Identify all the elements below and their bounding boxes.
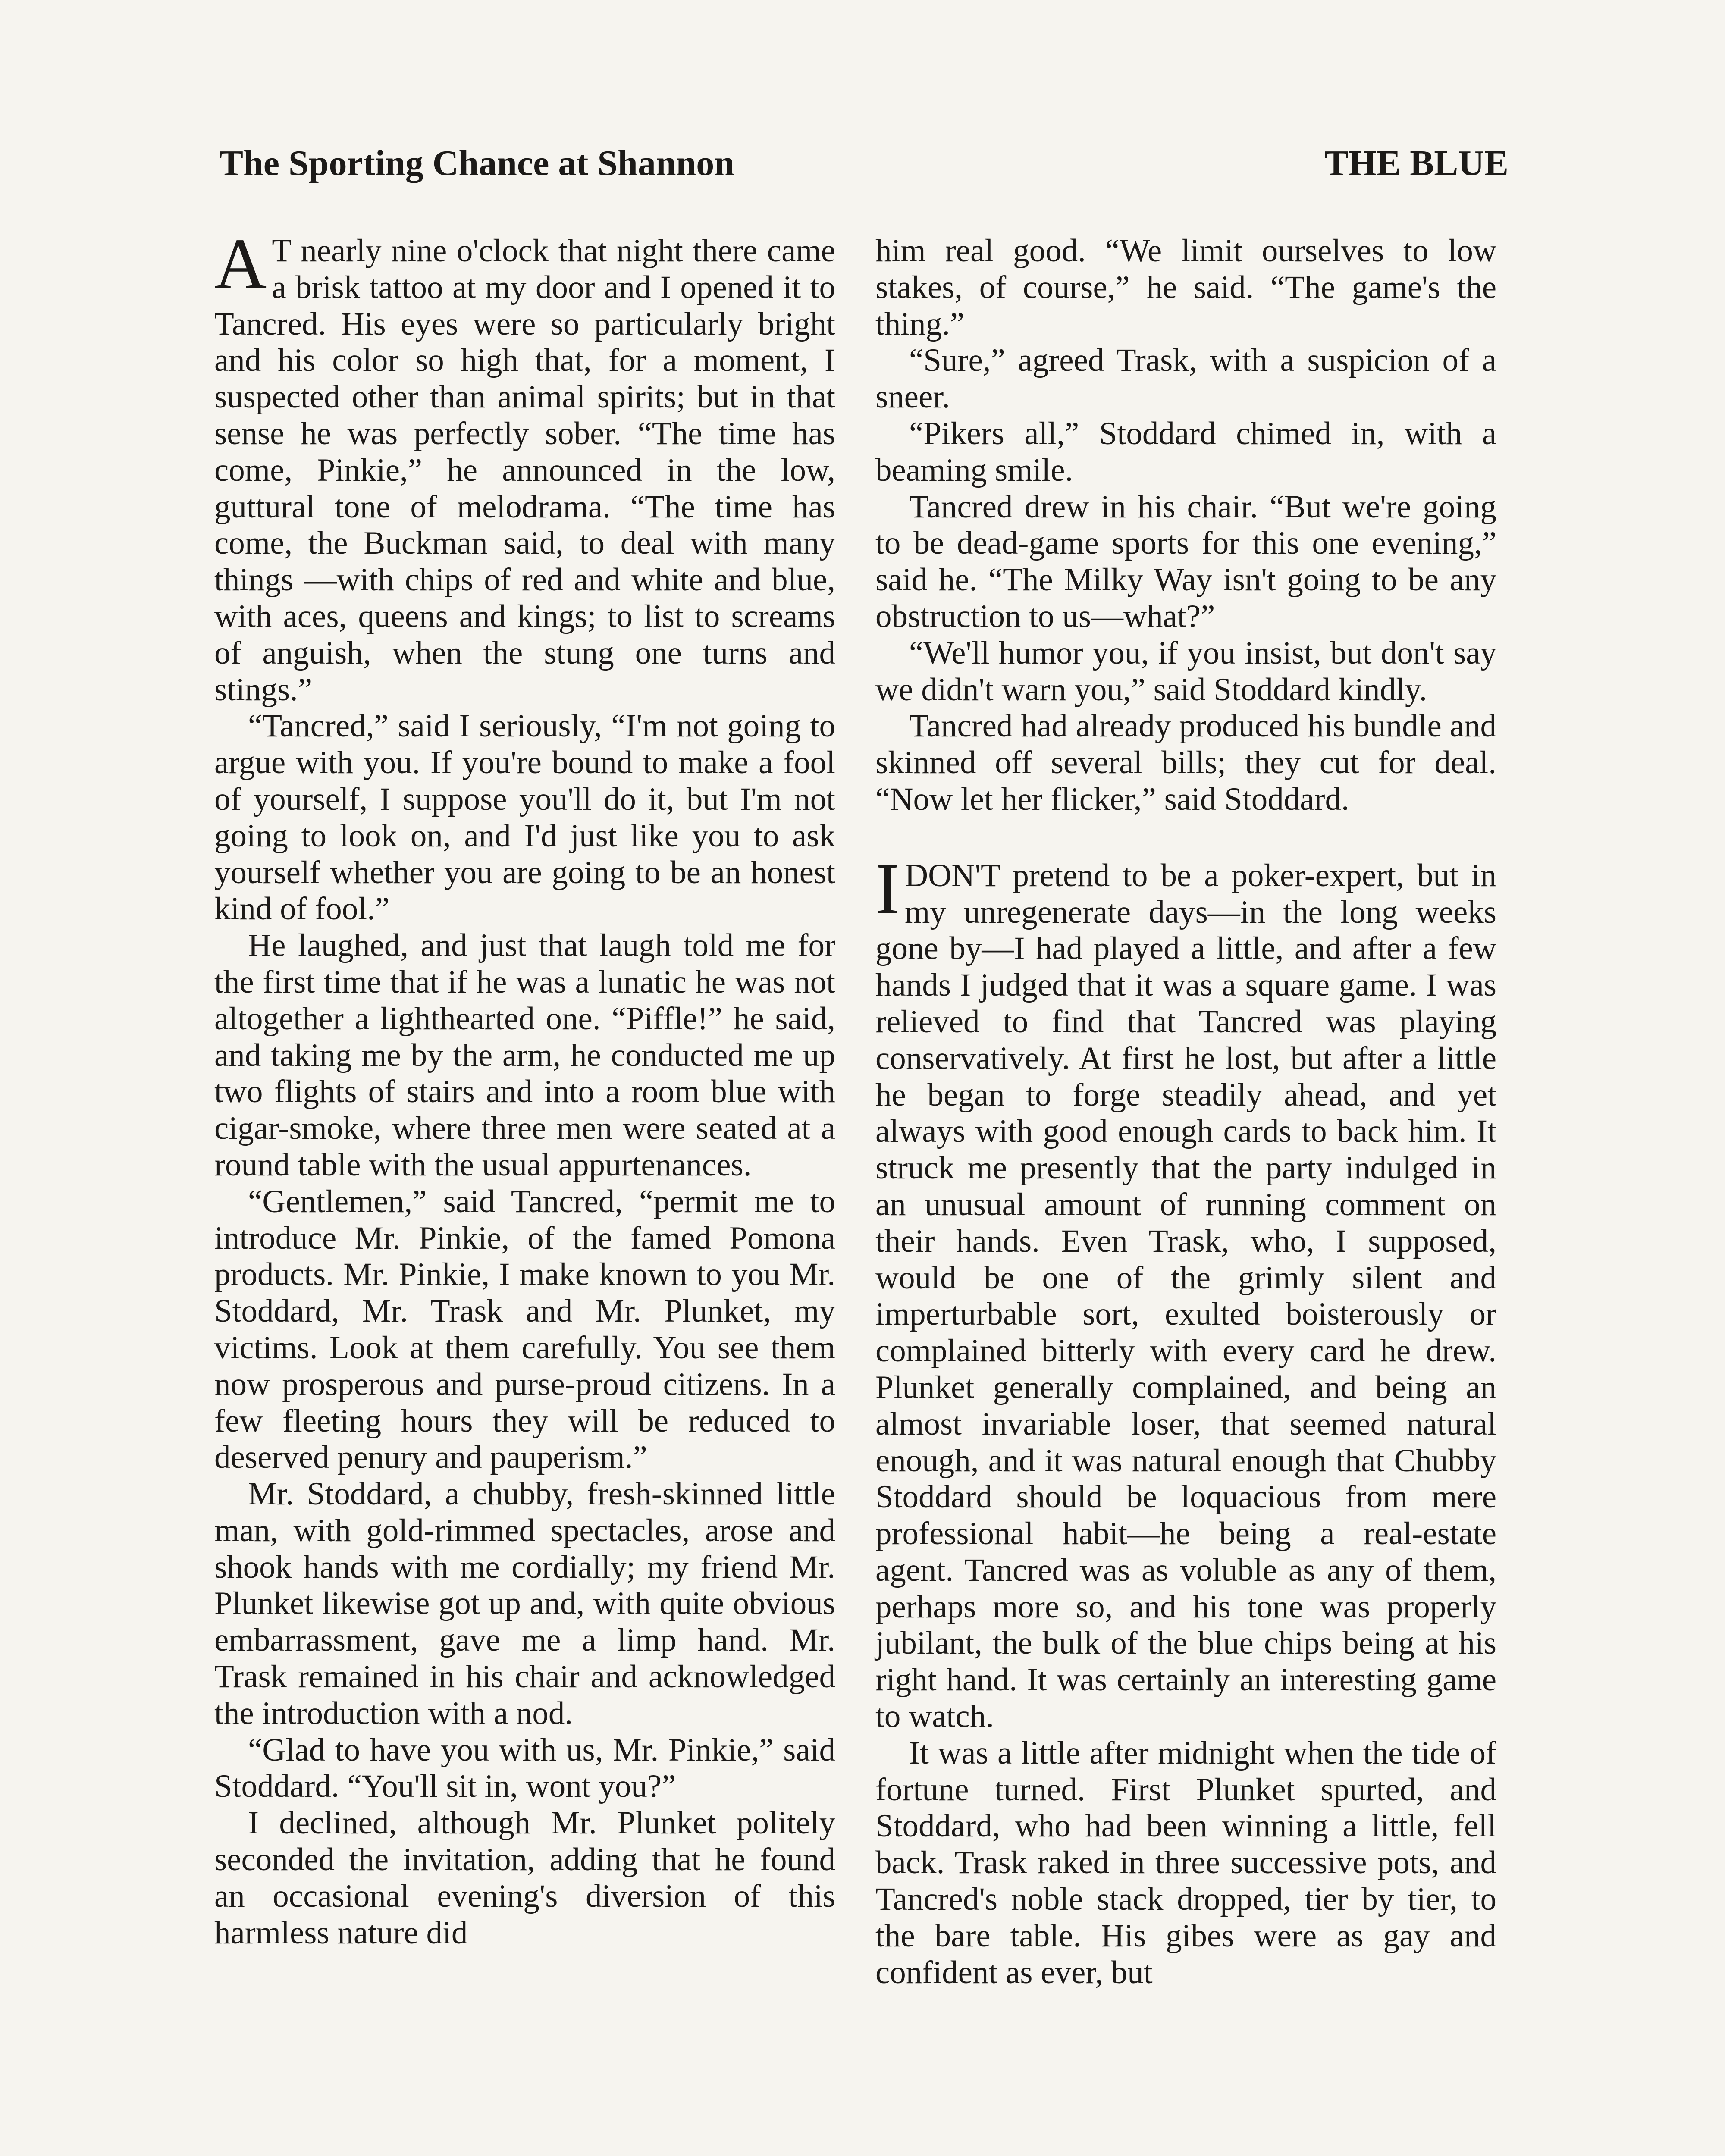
section-break xyxy=(875,818,1496,858)
paragraph xyxy=(875,848,1496,1735)
drop-cap: A xyxy=(214,224,267,304)
paragraph: Tancred had already produced his bundle and skinned off several bills; they cut for deal. “Now let her flicker,” said Stoddard. xyxy=(875,708,1496,817)
right-column xyxy=(875,233,1496,1991)
paragraph: “Gentlemen,” said Tancred, “permit me to introduce Mr. Pinkie, of the famed Pomona products. Mr. Pinkie, I make known to you Mr. Stoddard, Mr. Trask and Mr. Plunket, my victims. Look at them carefully. You see them now prosperous and purse-proud citizens. In a few fleeting hours they will be reduced to deserved penury and pauperism.” xyxy=(214,1183,835,1476)
paragraph-text: DON'T pretend to be a poker-expert, but in my unregenerate days—in the long weeks gone by—I had played a little, and after a few hands I judged that it was a square game. I was relieved to find that Tancred was playing conservatively. At first he lost, but after a little he began to forge steadily ahead, and yet always with good enough cards to back him. It struck me presently that the party indulged in an unusual amount of running comment on their hands. Even Trask, who, I supposed, would be one of the grimly silent and imperturbable sort, exulted boisterously or complained bitterly with every card he drew. Plunket generally complained, and being an almost invariable loser, that seemed natural enough, and it was natural enough that Chubby Stoddard should be loquacious from mere professional habit—he being a real-estate agent. Tancred was as voluble as any of them, perhaps more so, and his tone was properly jubilant, the bulk of the blue chips being at his right hand. It was certainly an interesting game to watch. xyxy=(875,857,1496,1735)
paragraph: Tancred drew in his chair. “But we're going to be dead-game sports for this one evening,” said he. “The Milky Way isn't going to be any obstruction to us—what?” xyxy=(875,489,1496,634)
paragraph xyxy=(214,224,835,708)
magazine-title: THE BLUE xyxy=(1324,143,1509,183)
paragraph: “Glad to have you with us, Mr. Pinkie,” said Stoddard. “You'll sit in, wont you?” xyxy=(214,1732,835,1805)
paragraph: Mr. Stoddard, a chubby, fresh-skinned little man, with gold-rimmed spectacles, arose and shook hands with me cordially; my friend Mr. Plunket likewise got up and, with quite obvious embarrassment, gave me a limp hand. Mr. Trask remained in his chair and acknowledged the introduction with a nod. xyxy=(214,1476,835,1731)
left-column xyxy=(214,224,835,1951)
paragraph: It was a little after midnight when the tide of fortune turned. First Plunket spurted, and Stoddard, who had been winning a little, fell back. Trask raked in three successive pots, and Tancred's noble stack dropped, tier by tier, to the bare table. His gibes were as gay and confident as ever, but xyxy=(875,1735,1496,1990)
drop-cap: I xyxy=(875,848,900,929)
paragraph: “Pikers all,” Stoddard chimed in, with a beaming smile. xyxy=(875,415,1496,488)
paragraph: He laughed, and just that laugh told me for the first time that if he was a lunatic he was not altogether a lighthearted one. “Piffle!” he said, and taking me by the arm, he conducted me up two flights of stairs and into a room blue with cigar-smoke, where three men were seated at a round table with the usual appurtenances. xyxy=(214,928,835,1183)
paragraph-text: T nearly nine o'clock that night there came a brisk tattoo at my door and I opened it to Tancred. His eyes were so particularly bright and his color so high that, for a moment, I suspected other than animal spirits; but in that sense he was perfectly sober. “The time has come, Pinkie,” he announced in the low, guttural tone of melodrama. “The time has come, the Buckman said, to deal with many things —with chips of red and white and blue, with aces, queens and kings; to list to screams of anguish, when the stung one turns and stings.” xyxy=(214,233,835,708)
paragraph: “Tancred,” said I seriously, “I'm not going to argue with you. If you're bound to make a fool of yourself, I suppose you'll do it, but I'm not going to look on, and I'd just like you to ask yourself whether you are going to be an honest kind of fool.” xyxy=(214,708,835,927)
running-title: The Sporting Chance at Shannon xyxy=(219,143,734,183)
paragraph: “Sure,” agreed Trask, with a suspicion of a sneer. xyxy=(875,342,1496,415)
paragraph: “We'll humor you, if you insist, but don't say we didn't warn you,” said Stoddard kindly. xyxy=(875,635,1496,708)
paragraph: him real good. “We limit ourselves to low stakes, of course,” he said. “The game's the thing.” xyxy=(875,233,1496,342)
paragraph: I declined, although Mr. Plunket politely seconded the invitation, adding that he found an occasional evening's diversion of this harmless nature did xyxy=(214,1805,835,1951)
